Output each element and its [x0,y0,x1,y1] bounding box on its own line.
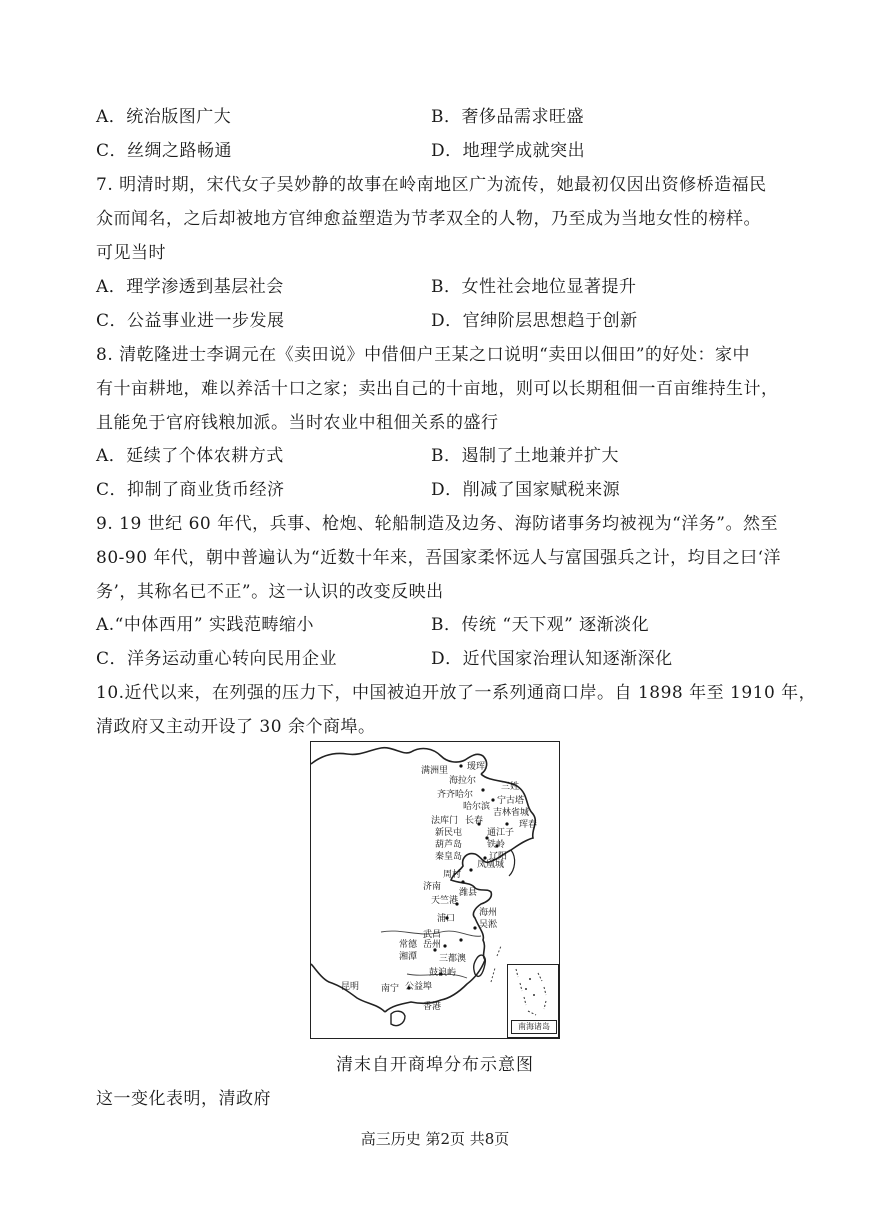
city-label: 宁古塔 [497,796,525,806]
city-label: 辽阳 [489,852,508,862]
city-label: 海州 [479,908,498,918]
city-label: 鼓浪屿 [429,968,457,978]
city-label: 法库门 [431,816,459,826]
city-label: 香港 [423,1002,442,1012]
city-label: 武昌 [423,930,442,940]
q6-option-d: D．地理学成就突出 [431,141,586,161]
q7-option-d: D．官绅阶层思想趋于创新 [431,311,638,331]
q7-option-b: B．女性社会地位显著提升 [431,277,637,297]
city-label: 通江子 [487,828,515,838]
q8-stem-line: 有十亩耕地，难以养活十口之家；卖出自己的十亩地，则可以长期租佃一百亩维持生计， [96,379,779,399]
q8-option-b: B．遏制了土地兼并扩大 [431,446,619,466]
city-label: 湘潭 [399,952,418,962]
q10-stem-line: 10.近代以来，在列强的压力下，中国被迫开放了一系列通商口岸。自 1898 年至 1910 年， [96,683,817,703]
city-label: 海拉尔 [449,776,477,786]
q9-option-a: A.“中体西用” 实践范畴缩小 [96,615,314,635]
city-label: 潍县 [459,888,478,898]
city-label: 周村 [443,870,462,880]
q8-option-c: C．抑制了商业货币经济 [96,480,285,500]
city-label: 浦口 [437,914,456,924]
city-label: 常德 [399,940,418,950]
city-label: 凤凰城 [477,860,505,870]
q8-option-a: A．延续了个体农耕方式 [96,446,284,466]
city-label: 吉林省城 [493,808,530,818]
city-label: 公益埠 [405,982,433,992]
city-label: 齐齐哈尔 [437,790,474,800]
city-label: 满洲里 [421,766,449,776]
city-label: 铁岭 [487,840,506,850]
q8-option-d: D．削减了国家赋税来源 [431,480,621,500]
q9-option-c: C．洋务运动重心转向民用企业 [96,649,338,669]
q10-stem-line: 清政府又主动开设了 30 余个商埠。 [96,717,376,737]
city-label: 瑷珲 [467,762,486,772]
city-label: 济南 [423,882,442,892]
map-caption: 清末自开商埠分布示意图 [336,1055,534,1075]
city-label: 天竺港 [431,896,459,906]
city-label: 昆明 [341,982,360,992]
inset-label: 南海诸岛 [511,1020,557,1034]
city-label: 新民屯 [435,828,463,838]
q8-stem-line: 8. 清乾隆进士李调元在《卖田说》中借佃户王某之口说明“卖田以佃田”的好处：家中 [96,345,751,365]
treaty-port-map [310,741,560,1039]
q7-stem-line: 7. 明清时期，宋代女子吴妙静的故事在岭南地区广为流传，她最初仅因出资修桥造福民 [96,175,767,195]
page-footer: 高三历史 第2页 共8页 [360,1130,510,1148]
q7-option-c: C．公益事业进一步发展 [96,311,285,331]
q9-stem-line: 务’，其称名已不正”。这一认识的改变反映出 [96,582,444,602]
q7-stem-line: 众而闻名，之后却被地方官绅愈益塑造为节孝双全的人物，乃至成为当地女性的榜样。 [96,209,761,229]
q7-option-a: A．理学渗透到基层社会 [96,277,284,297]
south-sea-inset [507,964,559,1038]
q9-stem-line: 9. 19 世纪 60 年代，兵事、枪炮、轮船制造及边务、海防诸事务均被视为“洋务”。然至 [96,514,778,534]
q10-stem-after-map: 这一变化表明，清政府 [96,1089,271,1109]
city-label: 吴淞 [479,920,498,930]
city-label: 珲春 [519,820,538,830]
q6-option-b: B．奢侈品需求旺盛 [431,107,584,127]
city-label: 秦皇岛 [435,852,463,862]
q7-stem-line: 可见当时 [96,243,166,263]
city-label: 南宁 [381,984,400,994]
q9-option-b: B．传统 “天下观” 逐渐淡化 [431,615,650,635]
city-label: 哈尔滨 [463,802,491,812]
city-label: 葫芦岛 [435,840,463,850]
city-label: 三都澳 [439,954,467,964]
q8-stem-line: 且能免于官府钱粮加派。当时农业中租佃关系的盛行 [96,413,499,433]
city-label: 长春 [465,816,484,826]
city-label: 岳州 [423,940,442,950]
q6-option-c: C．丝绸之路畅通 [96,141,233,161]
city-label: 三姓 [501,782,520,792]
q9-stem-line: 80-90 年代，朝中普遍认为“近数十年来，吾国家柔怀远人与富国强兵之计，均目之曰‘洋 [96,548,782,568]
q6-option-a: A．统治版图广大 [96,107,232,127]
q9-option-d: D．近代国家治理认知逐渐深化 [431,649,673,669]
